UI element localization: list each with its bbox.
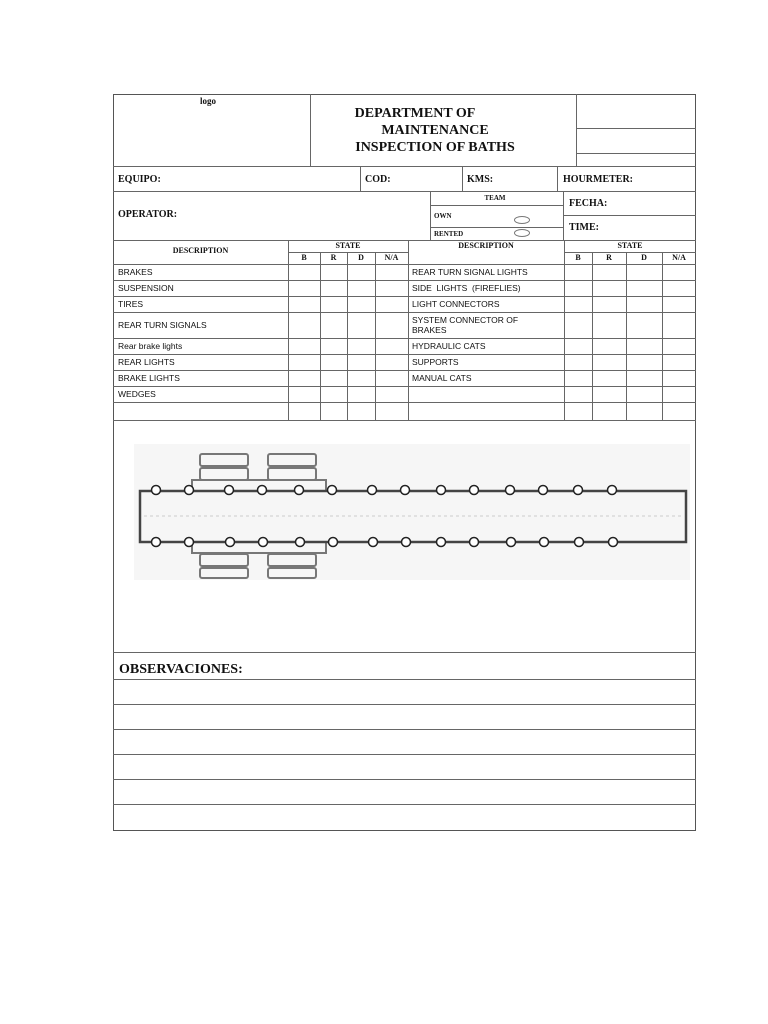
light-marker: [369, 538, 378, 547]
item-rear-turn-signals: REAR TURN SIGNALS: [118, 320, 207, 330]
divider: [563, 215, 696, 216]
item-side-lights: SIDE LIGHTS (FIREFLIES): [412, 283, 521, 293]
table-row-line: [113, 280, 696, 281]
item-brakes: BRAKES: [118, 267, 153, 277]
table-column-line: [347, 402, 348, 420]
state-header: STATE: [617, 241, 643, 250]
description-header: DESCRIPTION: [172, 246, 229, 255]
item-rear-turn-signal-lights: REAR TURN SIGNAL LIGHTS: [412, 267, 528, 277]
table-column-line: [288, 402, 289, 420]
light-marker: [258, 486, 267, 495]
equipo-label: EQUIPO:: [118, 174, 161, 185]
light-marker: [437, 486, 446, 495]
table-row-line: [113, 264, 696, 265]
observation-line[interactable]: [113, 779, 696, 780]
light-marker: [539, 486, 548, 495]
state-col-d: D: [358, 253, 364, 262]
table-column-line: [408, 240, 409, 420]
table-row-line: [113, 370, 696, 371]
observation-line[interactable]: [113, 704, 696, 705]
divider: [557, 166, 558, 191]
table-column-line: [375, 402, 376, 420]
hourmeter-label: HOURMETER:: [563, 174, 633, 185]
item-light-connectors: LIGHT CONNECTORS: [412, 299, 500, 309]
diagram-background: [134, 444, 690, 580]
observation-line[interactable]: [113, 804, 696, 805]
table-row-line: [113, 386, 696, 387]
kms-label: KMS:: [467, 174, 494, 185]
divider: [462, 166, 463, 191]
item-manual-cats: MANUAL CATS: [412, 373, 472, 383]
divider: [360, 166, 361, 191]
time-label: TIME:: [569, 222, 599, 233]
light-marker: [185, 538, 194, 547]
light-marker: [225, 486, 234, 495]
light-marker: [540, 538, 549, 547]
light-marker: [470, 486, 479, 495]
light-marker: [574, 486, 583, 495]
team-label: TEAM: [484, 194, 506, 202]
state-col-d: D: [641, 253, 647, 262]
table-row-line: [113, 354, 696, 355]
rented-option[interactable]: [514, 229, 530, 237]
table-row-line: [113, 296, 696, 297]
table-row-line: [113, 402, 696, 403]
divider: [430, 191, 431, 240]
divider: [113, 166, 696, 167]
operator-label: OPERATOR:: [118, 209, 178, 220]
observations-label: OBSERVACIONES:: [119, 662, 243, 677]
table-row-line: [113, 338, 696, 339]
item-tires: TIRES: [118, 299, 144, 309]
light-marker: [575, 538, 584, 547]
divider: [113, 420, 696, 421]
state-col-na: N/A: [672, 253, 686, 262]
observation-line[interactable]: [113, 729, 696, 730]
light-marker: [295, 486, 304, 495]
light-marker: [402, 538, 411, 547]
table-row-line: [113, 312, 696, 313]
state-col-b: B: [301, 253, 307, 262]
trailer-diagram: [134, 444, 690, 580]
light-marker: [401, 486, 410, 495]
light-marker: [152, 538, 161, 547]
light-marker: [226, 538, 235, 547]
item-rear-brake-lights: Rear brake lights: [118, 341, 183, 351]
divider: [576, 128, 696, 129]
own-label: OWN: [434, 212, 452, 220]
cod-label: COD:: [365, 174, 391, 185]
divider: [113, 191, 696, 192]
state-col-b: B: [575, 253, 581, 262]
state-col-r: R: [330, 253, 337, 262]
item-rear-lights: REAR LIGHTS: [118, 357, 175, 367]
light-marker: [609, 538, 618, 547]
observation-line[interactable]: [113, 679, 696, 680]
form-title-line-1: DEPARTMENT OF: [354, 106, 476, 121]
divider: [430, 227, 563, 228]
observation-line[interactable]: [113, 754, 696, 755]
rented-label: RENTED: [434, 230, 464, 238]
light-marker: [259, 538, 268, 547]
divider: [576, 94, 577, 166]
item-supports: SUPPORTS: [412, 357, 459, 367]
form-title-line-3: INSPECTION OF BATHS: [355, 140, 515, 155]
form-title-line-2: MAINTENANCE: [381, 123, 489, 138]
table-column-line: [375, 252, 376, 402]
table-column-line: [347, 252, 348, 402]
item-wedges: WEDGES: [118, 389, 156, 399]
item-hydraulic-cats: HYDRAULIC CATS: [412, 341, 486, 351]
light-marker: [328, 486, 337, 495]
light-marker: [506, 486, 515, 495]
light-marker: [152, 486, 161, 495]
fecha-label: FECHA:: [569, 198, 608, 209]
table-column-line: [662, 252, 663, 420]
divider: [430, 205, 563, 206]
table-column-line: [564, 240, 565, 420]
item-brake-lights: BRAKE LIGHTS: [118, 373, 180, 383]
state-col-r: R: [606, 253, 612, 262]
table-column-line: [288, 240, 289, 402]
divider: [310, 94, 311, 166]
light-marker: [437, 538, 446, 547]
description-header: DESCRIPTION: [458, 241, 514, 250]
table-column-line: [592, 252, 593, 420]
item-system-connector-of-brakes: SYSTEM CONNECTOR OF BRAKES: [412, 315, 519, 335]
divider: [576, 153, 696, 154]
own-option[interactable]: [514, 216, 530, 224]
light-marker: [470, 538, 479, 547]
light-marker: [368, 486, 377, 495]
table-column-line: [626, 252, 627, 420]
table-column-line: [320, 252, 321, 402]
light-marker: [507, 538, 516, 547]
logo-placeholder: logo: [200, 96, 217, 106]
state-col-na: N/A: [384, 253, 399, 262]
light-marker: [185, 486, 194, 495]
state-header: STATE: [335, 241, 361, 250]
item-suspension: SUSPENSION: [118, 283, 174, 293]
divider: [113, 652, 696, 653]
light-marker: [608, 486, 617, 495]
table-column-line: [320, 402, 321, 420]
light-marker: [329, 538, 338, 547]
light-marker: [296, 538, 305, 547]
